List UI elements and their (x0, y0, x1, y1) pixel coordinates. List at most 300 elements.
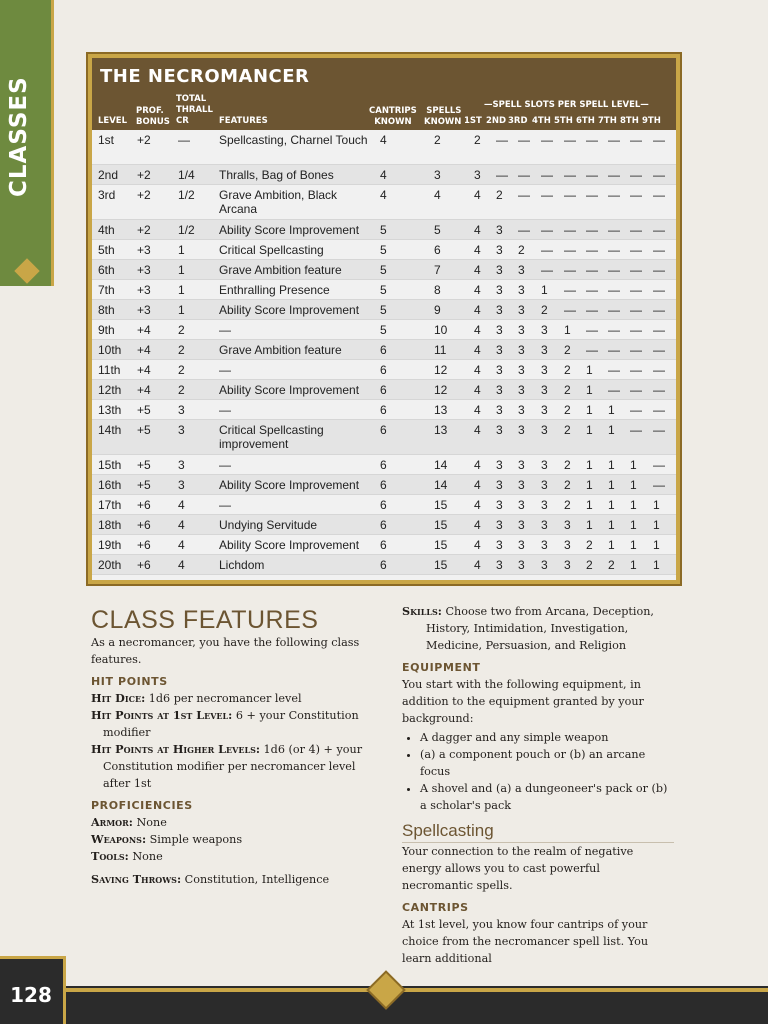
cantrips-cell: 6 (380, 458, 387, 472)
armor-label: Armor: (91, 815, 133, 829)
saving-throws-line (91, 871, 369, 888)
spell-slot-cell: — (518, 168, 530, 182)
spell-slot-cell: — (653, 423, 665, 437)
spell-slot-cell: 3 (496, 403, 503, 417)
spell-slot-cell: — (518, 133, 530, 147)
spell-slot-cell: — (608, 223, 620, 237)
page-number: 128 (10, 983, 52, 1007)
level-cell: 5th (98, 243, 115, 257)
spell-slot-cell: — (518, 223, 530, 237)
spell-slot-cell: — (653, 283, 665, 297)
header-level: LEVEL (98, 116, 128, 126)
header-slot-level: 5TH (554, 116, 573, 126)
hp-first-text: 6 + your Constitution modifier (103, 709, 359, 739)
spell-slot-cell: 1 (608, 478, 615, 492)
weapons-label: Weapons: (91, 832, 147, 846)
spell-slot-cell: 4 (474, 518, 481, 532)
spells-known-cell: 6 (434, 243, 441, 257)
cantrips-cell: 4 (380, 133, 387, 147)
equipment-item: • A shovel and (a) a dungeoneer's pack or (b) a scholar's pack (420, 780, 674, 814)
spell-slot-cell: — (608, 133, 620, 147)
spell-slot-cell: 1 (608, 403, 615, 417)
spell-slot-cell: 1 (586, 423, 593, 437)
spell-slot-cell: 3 (518, 478, 525, 492)
spells-known-cell: 12 (434, 383, 448, 397)
tools-label: Tools: (91, 849, 129, 863)
spell-slot-cell: 2 (586, 558, 593, 572)
features-cell: — (219, 403, 231, 417)
features-cell: Ability Score Improvement (219, 478, 360, 492)
thrall-cr-cell: 1 (178, 283, 185, 297)
equipment-heading: EQUIPMENT (402, 661, 481, 674)
spell-slot-cell: 3 (496, 263, 503, 277)
spell-slot-cell: — (586, 188, 598, 202)
spell-slot-cell: 3 (541, 343, 548, 357)
features-cell: Grave Ambition feature (219, 263, 342, 277)
spells-known-cell: 10 (434, 323, 448, 337)
table-row (92, 360, 676, 380)
thrall-cr-cell: 3 (178, 458, 185, 472)
thrall-cr-cell: 4 (178, 538, 185, 552)
class-features-title: CLASS FEATURES (91, 606, 319, 634)
skills-line (402, 603, 674, 654)
spell-slot-cell: 3 (496, 538, 503, 552)
spell-slot-cell: 3 (518, 263, 525, 277)
spell-slot-cell: 3 (496, 458, 503, 472)
spell-slot-cell: — (518, 188, 530, 202)
spell-slot-cell: — (653, 168, 665, 182)
level-cell: 9th (98, 323, 115, 337)
spell-slot-cell: 3 (541, 558, 548, 572)
necromancer-table (92, 58, 676, 580)
header-slot-level: 3RD (508, 116, 528, 126)
level-cell: 12th (98, 383, 122, 397)
features-cell: Ability Score Improvement (219, 223, 360, 237)
spell-slot-cell: 4 (474, 538, 481, 552)
features-cell: Grave Ambition, Black Arcana (219, 188, 338, 216)
spell-slot-cell: 2 (564, 478, 571, 492)
spell-slot-cell: 1 (586, 403, 593, 417)
cantrips-cell: 6 (380, 538, 387, 552)
cantrips-cell: 5 (380, 283, 387, 297)
table-row (92, 380, 676, 400)
spell-slot-cell: 3 (496, 518, 503, 532)
spell-slot-cell: 1 (586, 498, 593, 512)
header-slot-level: 9TH (642, 116, 661, 126)
spell-slot-cell: 3 (496, 478, 503, 492)
prof-bonus-cell: +5 (137, 458, 151, 472)
hp-higher-line (91, 741, 369, 792)
spell-slot-cell: 1 (630, 458, 637, 472)
page-number-box (0, 956, 66, 1024)
header-spell-slots-group: —SPELL SLOTS PER SPELL LEVEL— (484, 100, 649, 110)
table-row (92, 320, 676, 340)
prof-bonus-cell: +2 (137, 133, 151, 147)
spell-slot-cell: 4 (474, 343, 481, 357)
spell-slot-cell: — (653, 343, 665, 357)
level-cell: 10th (98, 343, 122, 357)
prof-bonus-cell: +6 (137, 518, 151, 532)
table-row (92, 185, 676, 220)
header-spells: SPELLS KNOWN (424, 106, 462, 127)
spell-slot-cell: 1 (653, 538, 660, 552)
prof-bonus-cell: +5 (137, 423, 151, 437)
level-cell: 14th (98, 423, 122, 437)
cantrips-cell: 5 (380, 323, 387, 337)
spell-slot-cell: 2 (564, 498, 571, 512)
spell-slot-cell: — (630, 263, 642, 277)
hp-higher-label: Hit Points at Higher Levels: (91, 742, 260, 756)
spell-slot-cell: 3 (496, 283, 503, 297)
prof-bonus-cell: +2 (137, 168, 151, 182)
necromancer-table-frame (86, 52, 682, 586)
spell-slot-cell: — (586, 343, 598, 357)
spell-slot-cell: — (541, 263, 553, 277)
spell-slot-cell: — (586, 263, 598, 277)
features-cell: — (219, 323, 231, 337)
spell-slot-cell: 2 (474, 133, 481, 147)
prof-bonus-cell: +3 (137, 303, 151, 317)
spell-slot-cell: 4 (474, 383, 481, 397)
spell-slot-cell: 4 (474, 498, 481, 512)
cantrips-cell: 5 (380, 223, 387, 237)
spell-slot-cell: — (653, 188, 665, 202)
features-cell: Grave Ambition feature (219, 343, 342, 357)
spell-slot-cell: 1 (586, 458, 593, 472)
cantrips-cell: 5 (380, 243, 387, 257)
spell-slot-cell: 1 (541, 283, 548, 297)
spells-known-cell: 3 (434, 168, 441, 182)
spell-slot-cell: 1 (630, 558, 637, 572)
table-row (92, 130, 676, 165)
spell-slot-cell: 2 (586, 538, 593, 552)
spell-slot-cell: 2 (496, 188, 503, 202)
table-row (92, 300, 676, 320)
spell-slot-cell: 4 (474, 558, 481, 572)
prof-bonus-cell: +6 (137, 558, 151, 572)
thrall-cr-cell: 2 (178, 323, 185, 337)
spell-slot-cell: 1 (586, 478, 593, 492)
spells-known-cell: 15 (434, 538, 448, 552)
spell-slot-cell: 2 (518, 243, 525, 257)
thrall-cr-cell: 3 (178, 478, 185, 492)
header-features: FEATURES (219, 116, 268, 126)
spell-slot-cell: 3 (541, 458, 548, 472)
spell-slot-cell: — (630, 283, 642, 297)
spell-slot-cell: 1 (608, 538, 615, 552)
tab-ornament-icon (14, 258, 39, 283)
spell-slot-cell: 3 (518, 303, 525, 317)
thrall-cr-cell: 1/2 (178, 223, 195, 237)
spell-slot-cell: 4 (474, 403, 481, 417)
table-row (92, 280, 676, 300)
level-cell: 7th (98, 283, 115, 297)
spell-slot-cell: 3 (518, 558, 525, 572)
spells-known-cell: 4 (434, 188, 441, 202)
prof-bonus-cell: +5 (137, 478, 151, 492)
spell-slot-cell: — (564, 188, 576, 202)
header-slot-level: 2ND (486, 116, 507, 126)
prof-bonus-cell: +3 (137, 243, 151, 257)
level-cell: 6th (98, 263, 115, 277)
spell-slot-cell: 4 (474, 478, 481, 492)
level-cell: 15th (98, 458, 122, 472)
spell-slot-cell: 4 (474, 303, 481, 317)
spell-slot-cell: — (608, 383, 620, 397)
saving-throws-label: Saving Throws: (91, 872, 182, 886)
spell-slot-cell: 3 (518, 283, 525, 297)
spell-slot-cell: 3 (541, 363, 548, 377)
spell-slot-cell: 4 (474, 263, 481, 277)
spell-slot-cell: — (496, 168, 508, 182)
cantrips-cell: 6 (380, 343, 387, 357)
features-cell: Undying Servitude (219, 518, 318, 532)
spell-slot-cell: — (608, 343, 620, 357)
prof-bonus-cell: +4 (137, 383, 151, 397)
hit-dice-text: 1d6 per necromancer level (148, 692, 302, 705)
skills-label: Skills: (402, 604, 442, 618)
prof-bonus-cell: +5 (137, 403, 151, 417)
spell-slot-cell: — (608, 303, 620, 317)
table-title: THE NECROMANCER (100, 66, 310, 87)
spells-known-cell: 5 (434, 223, 441, 237)
cantrips-cell: 6 (380, 383, 387, 397)
prof-bonus-cell: +4 (137, 343, 151, 357)
thrall-cr-cell: 1/4 (178, 168, 195, 182)
prof-bonus-cell: +4 (137, 323, 151, 337)
spell-slot-cell: — (630, 323, 642, 337)
spell-slot-cell: — (541, 243, 553, 257)
table-row (92, 260, 676, 280)
table-body (92, 130, 676, 575)
spell-slot-cell: 3 (541, 518, 548, 532)
spell-slot-cell: 1 (608, 498, 615, 512)
features-cell: Thralls, Bag of Bones (219, 168, 334, 182)
spell-slot-cell: 3 (541, 323, 548, 337)
spell-slot-cell: 3 (518, 538, 525, 552)
spell-slot-cell: — (630, 303, 642, 317)
features-cell: Lichdom (219, 558, 265, 572)
spell-slot-cell: — (608, 188, 620, 202)
spell-slot-cell: — (653, 263, 665, 277)
spell-slot-cell: 1 (630, 478, 637, 492)
thrall-cr-cell: 1 (178, 303, 185, 317)
equipment-item: • A dagger and any simple weapon (420, 729, 674, 746)
spell-slot-cell: 4 (474, 423, 481, 437)
cantrips-cell: 6 (380, 403, 387, 417)
features-cell: — (219, 363, 231, 377)
spells-known-cell: 9 (434, 303, 441, 317)
spell-slot-cell: 3 (496, 383, 503, 397)
spell-slot-cell: 3 (541, 423, 548, 437)
spell-slot-cell: — (541, 223, 553, 237)
spell-slot-cell: 4 (474, 458, 481, 472)
level-cell: 4th (98, 223, 115, 237)
table-row (92, 400, 676, 420)
spell-slot-cell: — (608, 283, 620, 297)
spell-slot-cell: 2 (564, 458, 571, 472)
level-cell: 8th (98, 303, 115, 317)
thrall-cr-cell: 1 (178, 243, 185, 257)
level-cell: 1st (98, 133, 115, 147)
spell-slot-cell: — (564, 303, 576, 317)
spell-slot-cell: 4 (474, 223, 481, 237)
spell-slot-cell: — (653, 223, 665, 237)
spells-known-cell: 13 (434, 403, 448, 417)
spell-slot-cell: 1 (653, 518, 660, 532)
spell-slot-cell: 3 (518, 403, 525, 417)
spells-known-cell: 2 (434, 133, 441, 147)
features-cell: Ability Score Improvement (219, 538, 360, 552)
proficiencies-heading: PROFICIENCIES (91, 799, 193, 812)
table-row (92, 535, 676, 555)
spell-slot-cell: 3 (496, 243, 503, 257)
spells-known-cell: 15 (434, 558, 448, 572)
prof-bonus-cell: +3 (137, 283, 151, 297)
class-features-intro: As a necromancer, you have the following class features. (91, 636, 360, 666)
cantrips-cell: 6 (380, 518, 387, 532)
spells-known-cell: 15 (434, 518, 448, 532)
thrall-cr-cell: 1 (178, 263, 185, 277)
spell-slot-cell: 3 (518, 498, 525, 512)
spell-slot-cell: 1 (586, 363, 593, 377)
spell-slot-cell: — (586, 243, 598, 257)
table-row (92, 165, 676, 185)
spell-slot-cell: — (586, 323, 598, 337)
spell-slot-cell: 1 (653, 498, 660, 512)
spell-slot-cell: 2 (564, 343, 571, 357)
spell-slot-cell: — (630, 243, 642, 257)
table-row (92, 420, 676, 455)
spell-slot-cell: 3 (541, 538, 548, 552)
spell-slot-cell: 2 (541, 303, 548, 317)
spell-slot-cell: — (586, 168, 598, 182)
prof-bonus-cell: +6 (137, 498, 151, 512)
features-cell: — (219, 458, 231, 472)
spell-slot-cell: — (630, 383, 642, 397)
level-cell: 13th (98, 403, 122, 417)
header-thrall-cr: TOTAL THRALL CR (176, 94, 213, 126)
spell-slot-cell: — (564, 168, 576, 182)
spell-slot-cell: — (630, 188, 642, 202)
table-row (92, 340, 676, 360)
spell-slot-cell: — (653, 458, 665, 472)
spell-slot-cell: 3 (496, 558, 503, 572)
spell-slot-cell: 1 (586, 518, 593, 532)
spell-slot-cell: 3 (496, 323, 503, 337)
hit-dice-line (91, 690, 369, 707)
spell-slot-cell: 3 (518, 518, 525, 532)
spell-slot-cell: 1 (630, 518, 637, 532)
spells-known-cell: 11 (434, 343, 447, 357)
spells-known-cell: 15 (434, 498, 448, 512)
spell-slot-cell: 3 (474, 168, 481, 182)
left-column (91, 606, 369, 888)
thrall-cr-cell: 4 (178, 518, 185, 532)
spell-slot-cell: 3 (496, 423, 503, 437)
table-header (92, 58, 676, 130)
spell-slot-cell: — (608, 323, 620, 337)
features-cell: Ability Score Improvement (219, 383, 360, 397)
hp-first-label: Hit Points at 1st Level: (91, 708, 233, 722)
hit-dice-label: Hit Dice: (91, 691, 146, 705)
cantrips-heading: CANTRIPS (402, 901, 469, 914)
spell-slot-cell: 3 (496, 223, 503, 237)
features-cell: Critical Spellcasting (219, 243, 324, 257)
header-slot-level: 1ST (464, 116, 482, 126)
spell-slot-cell: 3 (518, 343, 525, 357)
spell-slot-cell: — (630, 223, 642, 237)
cantrips-cell: 6 (380, 558, 387, 572)
spell-slot-cell: — (541, 188, 553, 202)
chapter-tab-label: CLASSES (6, 76, 32, 198)
spell-slot-cell: — (630, 403, 642, 417)
weapons-text: Simple weapons (149, 833, 243, 846)
cantrips-cell: 5 (380, 263, 387, 277)
spell-slot-cell: — (653, 478, 665, 492)
features-cell: — (219, 498, 231, 512)
level-cell: 20th (98, 558, 122, 572)
spell-slot-cell: 1 (630, 538, 637, 552)
thrall-cr-cell: 4 (178, 498, 185, 512)
spell-slot-cell: 3 (518, 363, 525, 377)
thrall-cr-cell: 2 (178, 343, 185, 357)
spell-slot-cell: 3 (564, 538, 571, 552)
spell-slot-cell: 3 (496, 303, 503, 317)
cantrips-cell: 6 (380, 478, 387, 492)
spell-slot-cell: — (586, 223, 598, 237)
spells-known-cell: 14 (434, 478, 448, 492)
footer-gold-line (60, 988, 768, 992)
spell-slot-cell: 4 (474, 323, 481, 337)
spell-slot-cell: — (564, 283, 576, 297)
prof-bonus-cell: +3 (137, 263, 151, 277)
table-row (92, 515, 676, 535)
prof-bonus-cell: +2 (137, 188, 151, 202)
weapons-line (91, 831, 369, 848)
spells-known-cell: 13 (434, 423, 448, 437)
features-cell: Spellcasting, Charnel Touch (219, 133, 368, 147)
spell-slot-cell: 2 (608, 558, 615, 572)
spell-slot-cell: — (608, 168, 620, 182)
level-cell: 19th (98, 538, 122, 552)
header-slot-level: 7TH (598, 116, 617, 126)
spell-slot-cell: 1 (608, 423, 615, 437)
table-row (92, 495, 676, 515)
cantrips-cell: 6 (380, 423, 387, 437)
skills-text: Choose two from Arcana, Deception, History, Intimidation, Investigation, Medicine, Persuasion, and Religion (426, 605, 654, 652)
spell-slot-cell: 3 (496, 343, 503, 357)
spell-slot-cell: 1 (653, 558, 660, 572)
thrall-cr-cell: 2 (178, 383, 185, 397)
cantrips-cell: 6 (380, 498, 387, 512)
spell-slot-cell: — (608, 263, 620, 277)
header-prof-bonus: PROF. BONUS (136, 106, 170, 127)
spell-slot-cell: — (653, 303, 665, 317)
spell-slot-cell: — (586, 283, 598, 297)
right-column (402, 603, 674, 967)
table-row (92, 240, 676, 260)
table-row (92, 555, 676, 575)
level-cell: 16th (98, 478, 122, 492)
spell-slot-cell: 3 (518, 458, 525, 472)
spell-slot-cell: — (564, 243, 576, 257)
spell-slot-cell: 3 (496, 498, 503, 512)
equipment-intro: You start with the following equipment, in addition to the equipment granted by your background: (402, 678, 644, 725)
armor-line (91, 814, 369, 831)
spell-slot-cell: — (653, 363, 665, 377)
spell-slot-cell: 1 (564, 323, 571, 337)
